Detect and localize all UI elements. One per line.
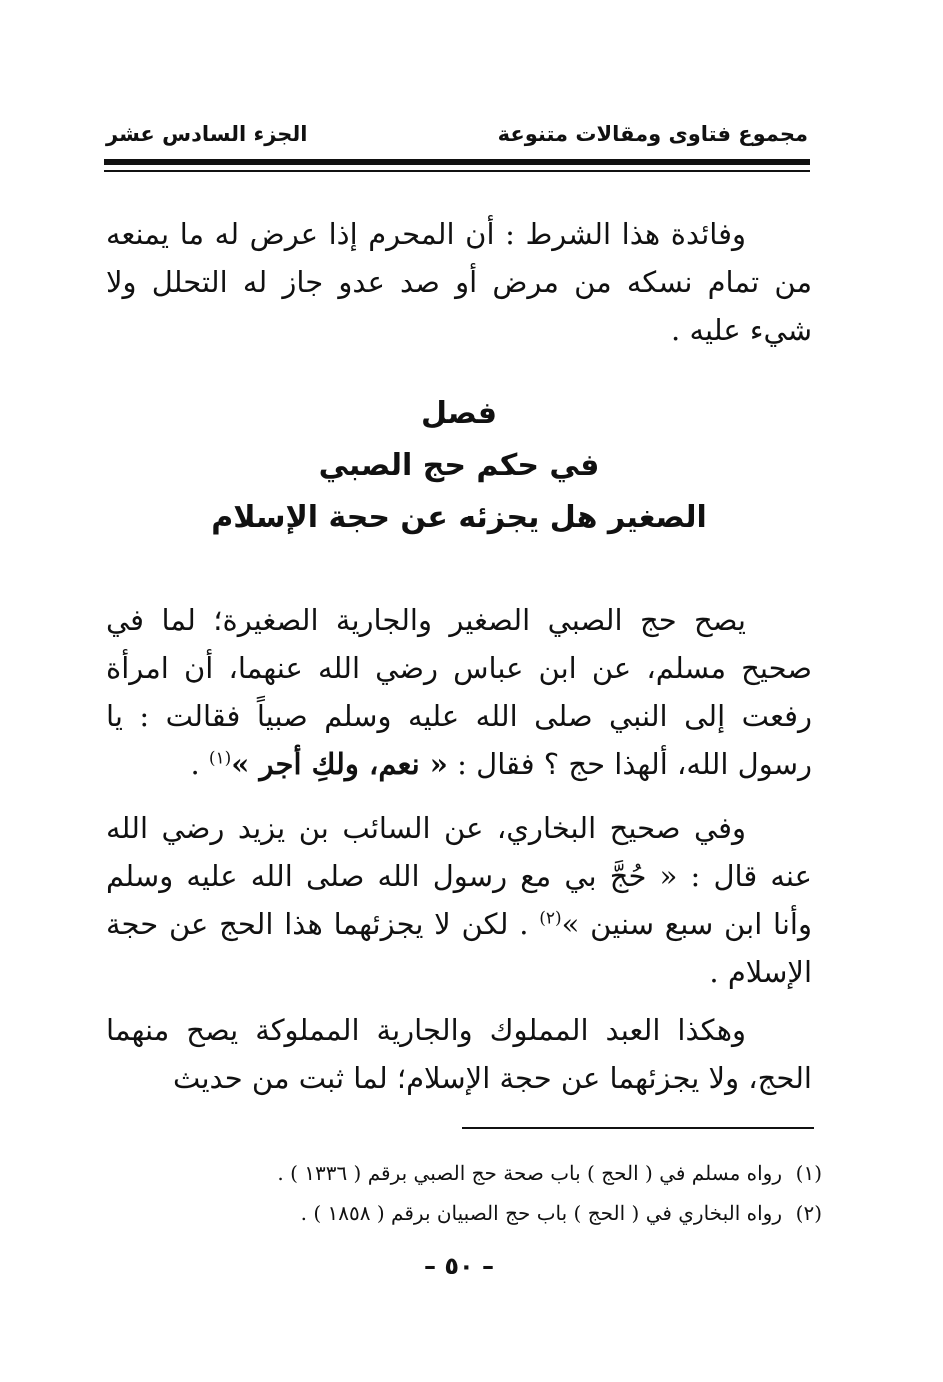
- paragraph-3: وهكذا العبد المملوك والجارية المملوكة يصح منهما الحج، ولا يجزئهما عن حجة الإسلام؛ لما ثبت من حديث: [106, 1013, 812, 1095]
- paragraph-1-end: .: [190, 747, 200, 781]
- footnote-1: [106, 1153, 822, 1193]
- footnote-ref-2[interactable]: (٢): [539, 908, 562, 929]
- paragraph-1-quote: « نعم، ولكِ أجر »: [231, 747, 448, 781]
- section-title-line2: الصغير هل يجزئه عن حجة الإسلام: [211, 500, 707, 535]
- paragraph-1: [106, 596, 812, 788]
- paragraph-2-quote: « حُجَّ بي مع رسول الله صلى الله عليه وسلم وأنا ابن سبع سنين »: [106, 859, 812, 941]
- footnote-2-number: (٢): [795, 1201, 822, 1225]
- footnotes: [106, 1153, 822, 1233]
- footnote-2-text: رواه البخاري في ( الحج ) باب حج الصبيان برقم ( ١٨٥٨ ) .: [300, 1201, 782, 1225]
- paragraph-2-text-after: . لكن لا يجزئهما هذا الحج عن حجة الإسلام .: [106, 907, 812, 989]
- section-label: فصل: [421, 396, 497, 431]
- footnote-divider: [462, 1127, 814, 1129]
- paragraph-2-text-before: وفي صحيح البخاري، عن السائب بن يزيد رضي الله عنه قال :: [106, 811, 812, 893]
- header-rule-thick: [104, 159, 810, 165]
- paragraph-2: [106, 804, 812, 996]
- footnote-1-number: (١): [795, 1161, 822, 1185]
- footnote-1-text: رواه مسلم في ( الحج ) باب صحة حج الصبي برقم ( ١٣٣٦ ) .: [277, 1161, 782, 1185]
- section-title-line1: في حكم حج الصبي: [318, 448, 600, 483]
- running-header: [106, 118, 808, 154]
- intro-paragraph: وفائدة هذا الشرط : أن المحرم إذا عرض له ما يمنعه من تمام نسكه من مرض أو صد عدو جاز له التحلل ولا شيء عليه .: [106, 217, 812, 347]
- page-number: – ٥٠ –: [423, 1252, 494, 1280]
- section-heading: [106, 388, 812, 544]
- footnote-ref-1[interactable]: (١): [208, 748, 232, 769]
- book-title: مجموع فتاوى ومقالات متنوعة: [497, 122, 808, 146]
- header-rule-thin: [104, 170, 810, 172]
- volume-label: الجزء السادس عشر: [106, 122, 308, 146]
- paragraph-1-text: يصح حج الصبي الصغير والجارية الصغيرة؛ لما في صحيح مسلم، عن ابن عباس رضي الله عنهما، أن امرأة رفعت إلى النبي صلى الله عليه وسلم صبياً فقالت : يا رسول الله، ألهذا حج ؟ فقال :: [106, 603, 812, 781]
- footnote-2: [106, 1193, 822, 1233]
